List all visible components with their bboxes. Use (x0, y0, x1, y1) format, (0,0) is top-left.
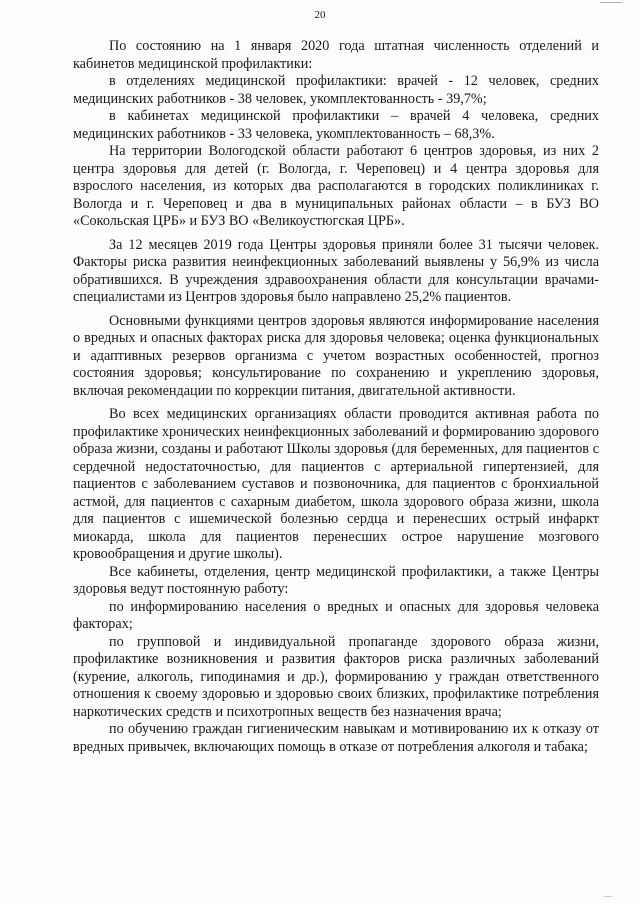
scan-artifact (600, 2, 622, 3)
scan-artifact (604, 896, 612, 897)
body-text (73, 38, 599, 756)
page-number: 20 (314, 9, 326, 21)
paragraph-health-centers-stats: За 12 месяцев 2019 года Центры здоровья приняли более 31 тысячи человек. Факторы риска развития неинфекционных заболеваний выявлены у 56,9% из числа обратившихся. В учреждения здравоохранения области для консультации врачами-специалистами из Центров здоровья было направлено 25,2% пациентов. (73, 236, 599, 305)
paragraph-staffing-intro: По состоянию на 1 января 2020 года штатная численность отделений и кабинетов медицинской профилактики: (73, 38, 599, 72)
list-item-training: по обучению граждан гигиеническим навыкам и мотивированию их к отказу от вредных привычек, включающих помощь в отказе от потребления алкоголя и табака; (73, 721, 599, 755)
paragraph-health-schools: Во всех медицинских организациях области проводится активная работа по профилактике хронических неинфекционных заболеваний и формированию здорового образа жизни, созданы и работают Школы здоровья (для беременных, для пациентов с сердечной недостаточностью, для пациентов с артериальной гипертензией, для пациентов с заболеванием суставов и позвоночника, для пациентов с бронхиальной астмой, для пациентов с сахарным диабетом, школа здорового образа жизни, школа для пациентов с ишемической болезнью сердца и перенесших острый инфаркт миокарда, школа для пациентов перенесших острое нарушение мозгового кровообращения и другие школы). (73, 406, 599, 562)
list-item-propaganda: по групповой и индивидуальной пропаганде здорового образа жизни, профилактике возникновения и развития факторов риска различных заболеваний (курение, алкоголь, гиподинамия и др.), формированию у граждан ответственного отношения к своему здоровью и здоровью своих близких, профилактике потребления наркотических средств и психотропных веществ без назначения врача; (73, 633, 599, 720)
list-item-informing: по информированию населения о вредных и опасных для здоровья человека факторах; (73, 598, 599, 632)
paragraph-health-centers: На территории Вологодской области работают 6 центров здоровья, из них 2 центра здоровья для детей (г. Вологда, г. Череповец) и 4 центра здоровья для взрослого населения, из которых два располагаются в городских поликлиниках г. Вологда и г. Череповец и два в муниципальных районах области – в БУЗ ВО «Сокольская ЦРБ» и БУЗ ВО «Великоустюгская ЦРБ». (73, 143, 599, 229)
paragraph-prevention-departments: в отделениях медицинской профилактики: врачей - 12 человек, средних медицинских работников - 38 человек, укомплектованность - 39,7%; (73, 73, 599, 107)
paragraph-health-centers-functions: Основными функциями центров здоровья являются информирование населения о вредных и опасных факторах риска для здоровья человека; оценка функциональных и адаптивных резервов организма с учетом возрастных особенностей, прогноз состояния здоровья; консультирование по сохранению и укреплению здоровья, включая рекомендации по коррекции питания, двигательной активности. (73, 312, 599, 399)
paragraph-ongoing-work: Все кабинеты, отделения, центр медицинской профилактики, а также Центры здоровья ведут постоянную работу: (73, 563, 599, 597)
paragraph-prevention-offices: в кабинетах медицинской профилактики – врачей 4 человека, средних медицинских работников - 33 человека, укомплектованность – 68,3%. (73, 108, 599, 142)
